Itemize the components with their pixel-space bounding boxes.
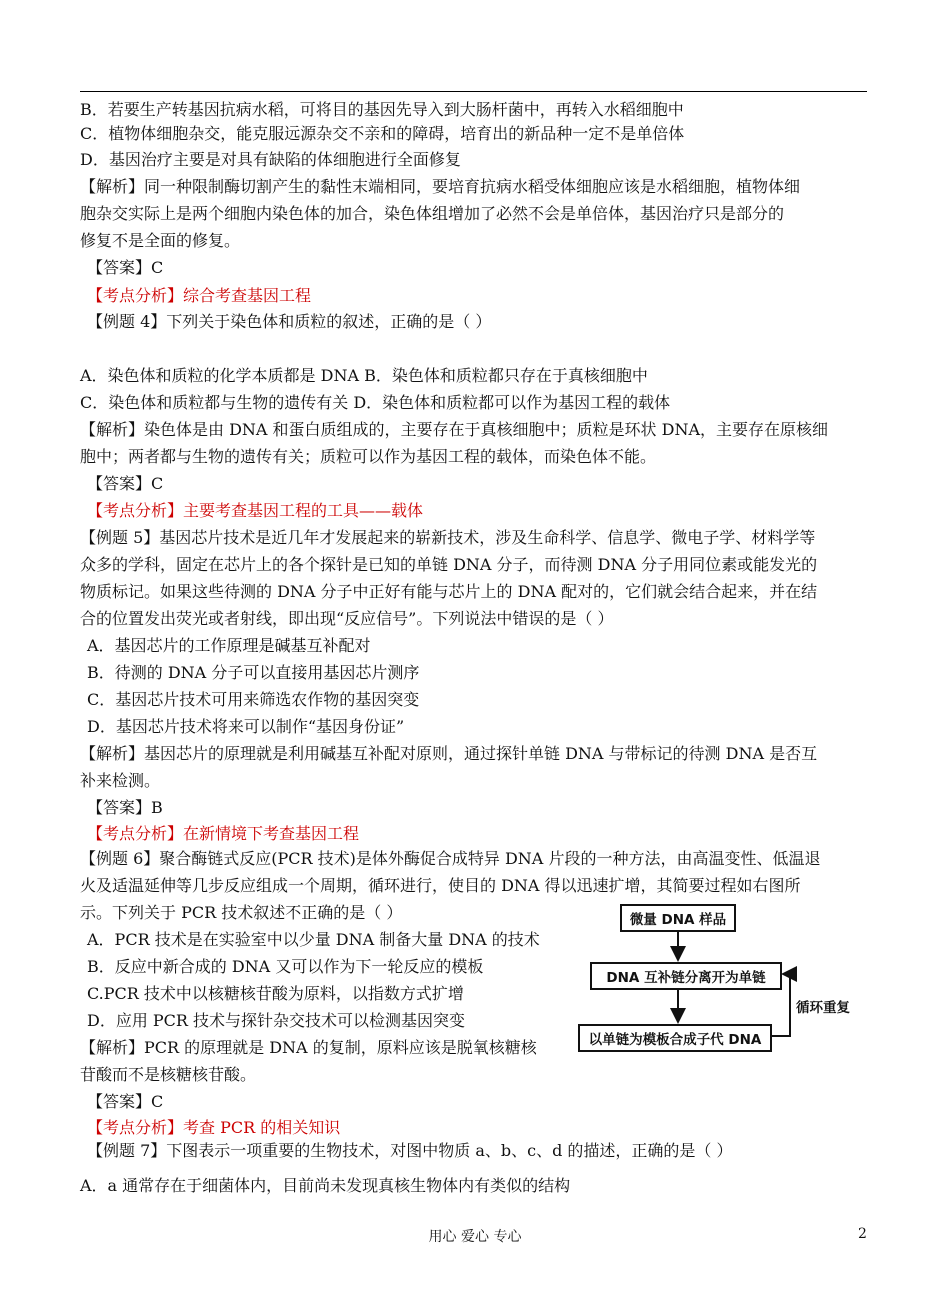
pcr-flow-diagram [578, 902, 868, 1072]
text-line: 【解析】基因芯片的原理就是利用碱基互补配对原则，通过探针单链 DNA 与带标记的待测 DNA 是否互 [80, 744, 818, 763]
text-line: 物质标记。如果这些待测的 DNA 分子中正好有能与芯片上的 DNA 配对的，它们就会结合起来，并在结 [80, 582, 818, 601]
label-cycle-repeat: 循环重复 [796, 1000, 850, 1016]
text-line: A．基因芯片的工作原理是碱基互补配对 [87, 636, 371, 655]
text-line: 火及适温延伸等几步反应组成一个周期，循环进行，使目的 DNA 得以迅速扩增，其简要过程如右图所 [80, 876, 801, 895]
text-line: 【解析】同一种限制酶切割产生的黏性末端相同，要培育抗病水稻受体细胞应该是水稻细胞，植物体细 [80, 177, 801, 196]
text-line: 众多的学科，固定在芯片上的各个探针是已知的单链 DNA 分子，而待测 DNA 分子用同位素或能发光的 [80, 555, 818, 574]
text-line: 【例题 6】聚合酶链式反应(PCR 技术)是体外酶促合成特异 DNA 片段的一种方法，由高温变性、低温退 [80, 849, 821, 868]
section-heading: 【考点分析】考查 PCR 的相关知识 [87, 1118, 341, 1137]
box-separate-strands: DNA 互补链分离开为单链 [590, 962, 782, 990]
text-line: 合的位置发出荧光或者射线，即出现“反应信号”。下列说法中错误的是（ ） [80, 609, 614, 628]
text-line: C．基因芯片技术可用来筛选农作物的基因突变 [87, 690, 420, 709]
box-dna-sample: 微量 DNA 样品 [620, 904, 736, 932]
text-line: 【例题 4】下列关于染色体和质粒的叙述，正确的是（ ） [87, 312, 492, 331]
text-line: 【解析】染色体是由 DNA 和蛋白质组成的，主要存在于真核细胞中；质粒是环状 DNA，主要存在原核细 [80, 420, 829, 439]
text-line: B．待测的 DNA 分子可以直接用基因芯片测序 [87, 663, 420, 682]
text-line: D．应用 PCR 技术与探针杂交技术可以检测基因突变 [87, 1011, 466, 1030]
text-line: C．染色体和质粒都与生物的遗传有关 D．染色体和质粒都可以作为基因工程的载体 [80, 393, 671, 412]
section-heading: 【考点分析】主要考查基因工程的工具——载体 [87, 501, 424, 520]
text-line: 【答案】C [87, 1092, 164, 1111]
text-line: B．反应中新合成的 DNA 又可以作为下一轮反应的模板 [87, 957, 484, 976]
text-line: D．基因治疗主要是对具有缺陷的体细胞进行全面修复 [80, 150, 461, 169]
text-line: 补来检测。 [80, 771, 161, 790]
text-line: C．植物体细胞杂交，能克服远源杂交不亲和的障碍，培育出的新品种一定不是单倍体 [80, 124, 685, 143]
text-line: 【答案】C [87, 474, 164, 493]
section-heading: 【考点分析】综合考查基因工程 [87, 286, 312, 305]
text-line: 胞杂交实际上是两个细胞内染色体的加合，染色体组增加了必然不会是单倍体，基因治疗只是部分的 [80, 204, 785, 223]
section-heading: 【考点分析】在新情境下考查基因工程 [87, 824, 360, 843]
box-synthesize-dna: 以单链为模板合成子代 DNA [578, 1024, 772, 1052]
text-line: 【答案】C [87, 258, 164, 277]
text-line: 【解析】PCR 的原理就是 DNA 的复制，原料应该是脱氧核糖核 [80, 1038, 537, 1057]
text-line: D．基因芯片技术将来可以制作“基因身份证” [87, 717, 405, 736]
text-line: C.PCR 技术中以核糖核苷酸为原料，以指数方式扩增 [87, 984, 464, 1003]
text-line: 苷酸而不是核糖核苷酸。 [80, 1065, 257, 1084]
header-rule [80, 91, 867, 92]
text-line: A．a 通常存在于细菌体内，目前尚未发现真核生物体内有类似的结构 [80, 1176, 571, 1195]
text-line: 胞中；两者都与生物的遗传有关；质粒可以作为基因工程的载体，而染色体不能。 [80, 447, 657, 466]
text-line: 【答案】B [87, 798, 163, 817]
text-line: A．PCR 技术是在实验室中以少量 DNA 制备大量 DNA 的技术 [87, 930, 540, 949]
page-number: 2 [858, 1226, 867, 1242]
text-line: B．若要生产转基因抗病水稻，可将目的基因先导入到大肠杆菌中，再转入水稻细胞中 [80, 100, 684, 119]
text-line: 【例题 5】基因芯片技术是近几年才发展起来的崭新技术，涉及生命科学、信息学、微电子学、材料学等 [80, 528, 816, 547]
text-line: A．染色体和质粒的化学本质都是 DNA B．染色体和质粒都只存在于真核细胞中 [80, 366, 648, 385]
text-line: 示。下列关于 PCR 技术叙述不正确的是（ ） [80, 903, 403, 922]
text-line: 【例题 7】下图表示一项重要的生物技术，对图中物质 a、b、c、d 的描述，正确的是（ ） [87, 1141, 733, 1160]
page-footer: 用心 爱心 专心 [428, 1229, 522, 1245]
text-line: 修复不是全面的修复。 [80, 231, 241, 250]
